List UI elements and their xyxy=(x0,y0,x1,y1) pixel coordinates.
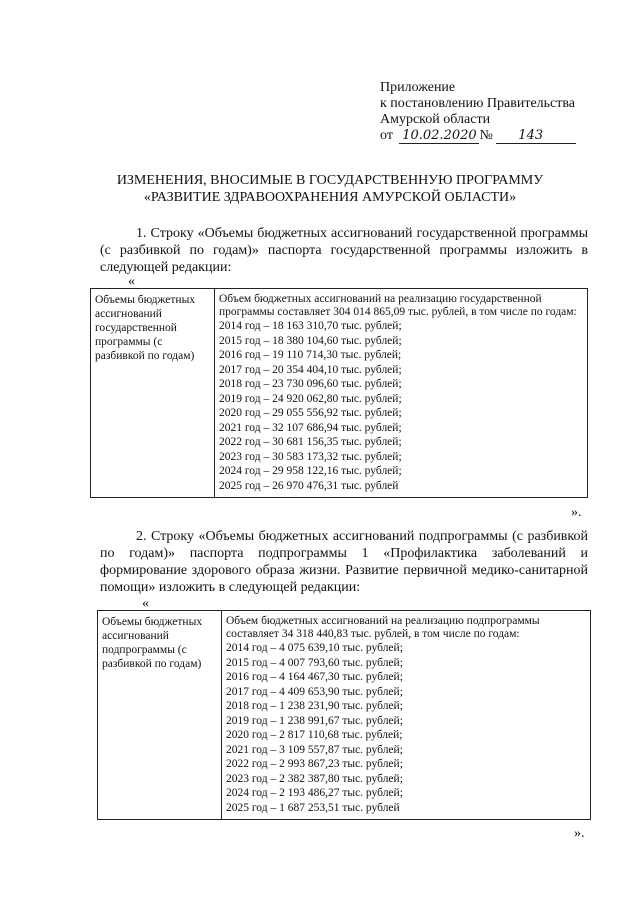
handwritten-date: 10.02.2020 xyxy=(399,129,479,144)
year-allocation-row: 2020 год – 29 055 556,92 тыс. рублей; xyxy=(219,407,402,419)
item-1-quote-open: « xyxy=(128,274,135,289)
year-allocation-row: 2025 год – 1 687 253,51 тыс. рублей xyxy=(226,801,400,814)
item-2-text xyxy=(100,528,588,596)
year-allocation-row: 2017 год – 4 409 653,90 тыс. рублей; xyxy=(226,685,403,698)
item-2-table-content xyxy=(222,611,591,820)
year-allocation-row: 2015 год – 4 007 793,60 тыс. рублей; xyxy=(226,656,403,669)
year-allocation-row: 2022 год – 30 681 156,35 тыс. рублей; xyxy=(219,436,402,448)
item-2-year-list xyxy=(226,641,586,815)
item-2-body: 2. Строку «Объемы бюджетных ассигнований подпрограммы (с разбивкой по годам)» паспорта подпрограммы 1 «Профилактика заболеваний и формирование здорового образа жизни. Развитие первичной медико-санитарной помощи» изложить в следующей редакции: xyxy=(100,529,588,595)
year-allocation-row: 2023 год – 30 583 173,32 тыс. рублей; xyxy=(219,450,402,463)
item-1-table xyxy=(90,288,588,498)
year-allocation-row: 2019 год – 1 238 991,67 тыс. рублей; xyxy=(226,714,403,727)
item-2-table xyxy=(97,610,591,820)
item-1-text xyxy=(100,225,588,276)
year-allocation-row: 2014 год – 4 075 639,10 тыс. рублей; xyxy=(226,642,403,654)
item-2-table-intro: Объем бюджетных ассигнований на реализацию подпрограммы составляет 34 318 440,83 тыс. рублей, в том числе по годам: xyxy=(226,615,540,640)
year-allocation-row: 2020 год – 2 817 110,68 тыс. рублей; xyxy=(226,729,403,741)
year-allocation-row: 2019 год – 24 920 062,80 тыс. рублей; xyxy=(219,392,402,405)
handwritten-number: 143 xyxy=(496,129,576,144)
item-1-table-intro: Объем бюджетных ассигнований на реализацию государственной программы составляет 304 014 865,09 тыс. рублей, в том числе по годам: xyxy=(219,293,577,318)
item-2-table-label: Объемы бюджетных ассигнований подпрограммы (с разбивкой по годам) xyxy=(98,611,222,820)
item-1-table-content xyxy=(215,289,588,498)
year-allocation-row: 2016 год – 19 110 714,30 тыс. рублей; xyxy=(219,349,402,361)
year-allocation-row: 2023 год – 2 382 387,80 тыс. рублей; xyxy=(226,772,403,785)
year-allocation-row: 2014 год – 18 163 310,70 тыс. рублей; xyxy=(219,320,402,332)
appendix-line-2: к постановлению Правительства xyxy=(380,96,576,111)
year-allocation-row: 2021 год – 3 109 557,87 тыс. рублей; xyxy=(226,743,403,756)
appendix-from-label: от xyxy=(380,128,393,143)
year-allocation-row: 2022 год – 2 993 867,23 тыс. рублей; xyxy=(226,758,403,770)
number-sign: № xyxy=(479,128,493,143)
appendix-line-1: Приложение xyxy=(380,80,456,95)
appendix-header xyxy=(380,80,620,144)
table-row xyxy=(98,611,591,820)
title-line-2: «РАЗВИТИЕ ЗДРАВООХРАНЕНИЯ АМУРСКОЙ ОБЛАСТИ» xyxy=(143,190,517,205)
table-row xyxy=(91,289,588,498)
document-title xyxy=(60,172,600,206)
item-1-table-label: Объемы бюджетных ассигнований государственной программы (с разбивкой по годам) xyxy=(91,289,215,498)
item-1-body: 1. Строку «Объемы бюджетных ассигнований государственной программы (с разбивкой по годам)» паспорта государственной программы изложить в следующей редакции: xyxy=(100,226,588,275)
year-allocation-row: 2015 год – 18 380 104,60 тыс. рублей; xyxy=(219,334,402,347)
year-allocation-row: 2025 год – 26 970 476,31 тыс. рублей xyxy=(219,479,399,492)
year-allocation-row: 2016 год – 4 164 467,30 тыс. рублей; xyxy=(226,671,403,683)
year-allocation-row: 2024 год – 29 958 122,16 тыс. рублей; xyxy=(219,465,402,477)
year-allocation-row: 2024 год – 2 193 486,27 тыс. рублей; xyxy=(226,787,403,799)
item-2-quote-close: ». xyxy=(574,826,585,841)
year-allocation-row: 2017 год – 20 354 404,10 тыс. рублей; xyxy=(219,363,402,376)
item-1-year-list xyxy=(219,319,583,493)
year-allocation-row: 2018 год – 1 238 231,90 тыс. рублей; xyxy=(226,700,403,712)
item-2-quote-open: « xyxy=(142,596,149,611)
item-1-quote-close: ». xyxy=(571,505,582,520)
year-allocation-row: 2021 год – 32 107 686,94 тыс. рублей; xyxy=(219,421,402,434)
title-line-1: ИЗМЕНЕНИЯ, ВНОСИМЫЕ В ГОСУДАРСТВЕННУЮ ПРОГРАММУ xyxy=(116,173,544,188)
year-allocation-row: 2018 год – 23 730 096,60 тыс. рублей; xyxy=(219,378,402,390)
appendix-date-row xyxy=(380,128,620,144)
appendix-line-3: Амурской области xyxy=(380,112,491,127)
